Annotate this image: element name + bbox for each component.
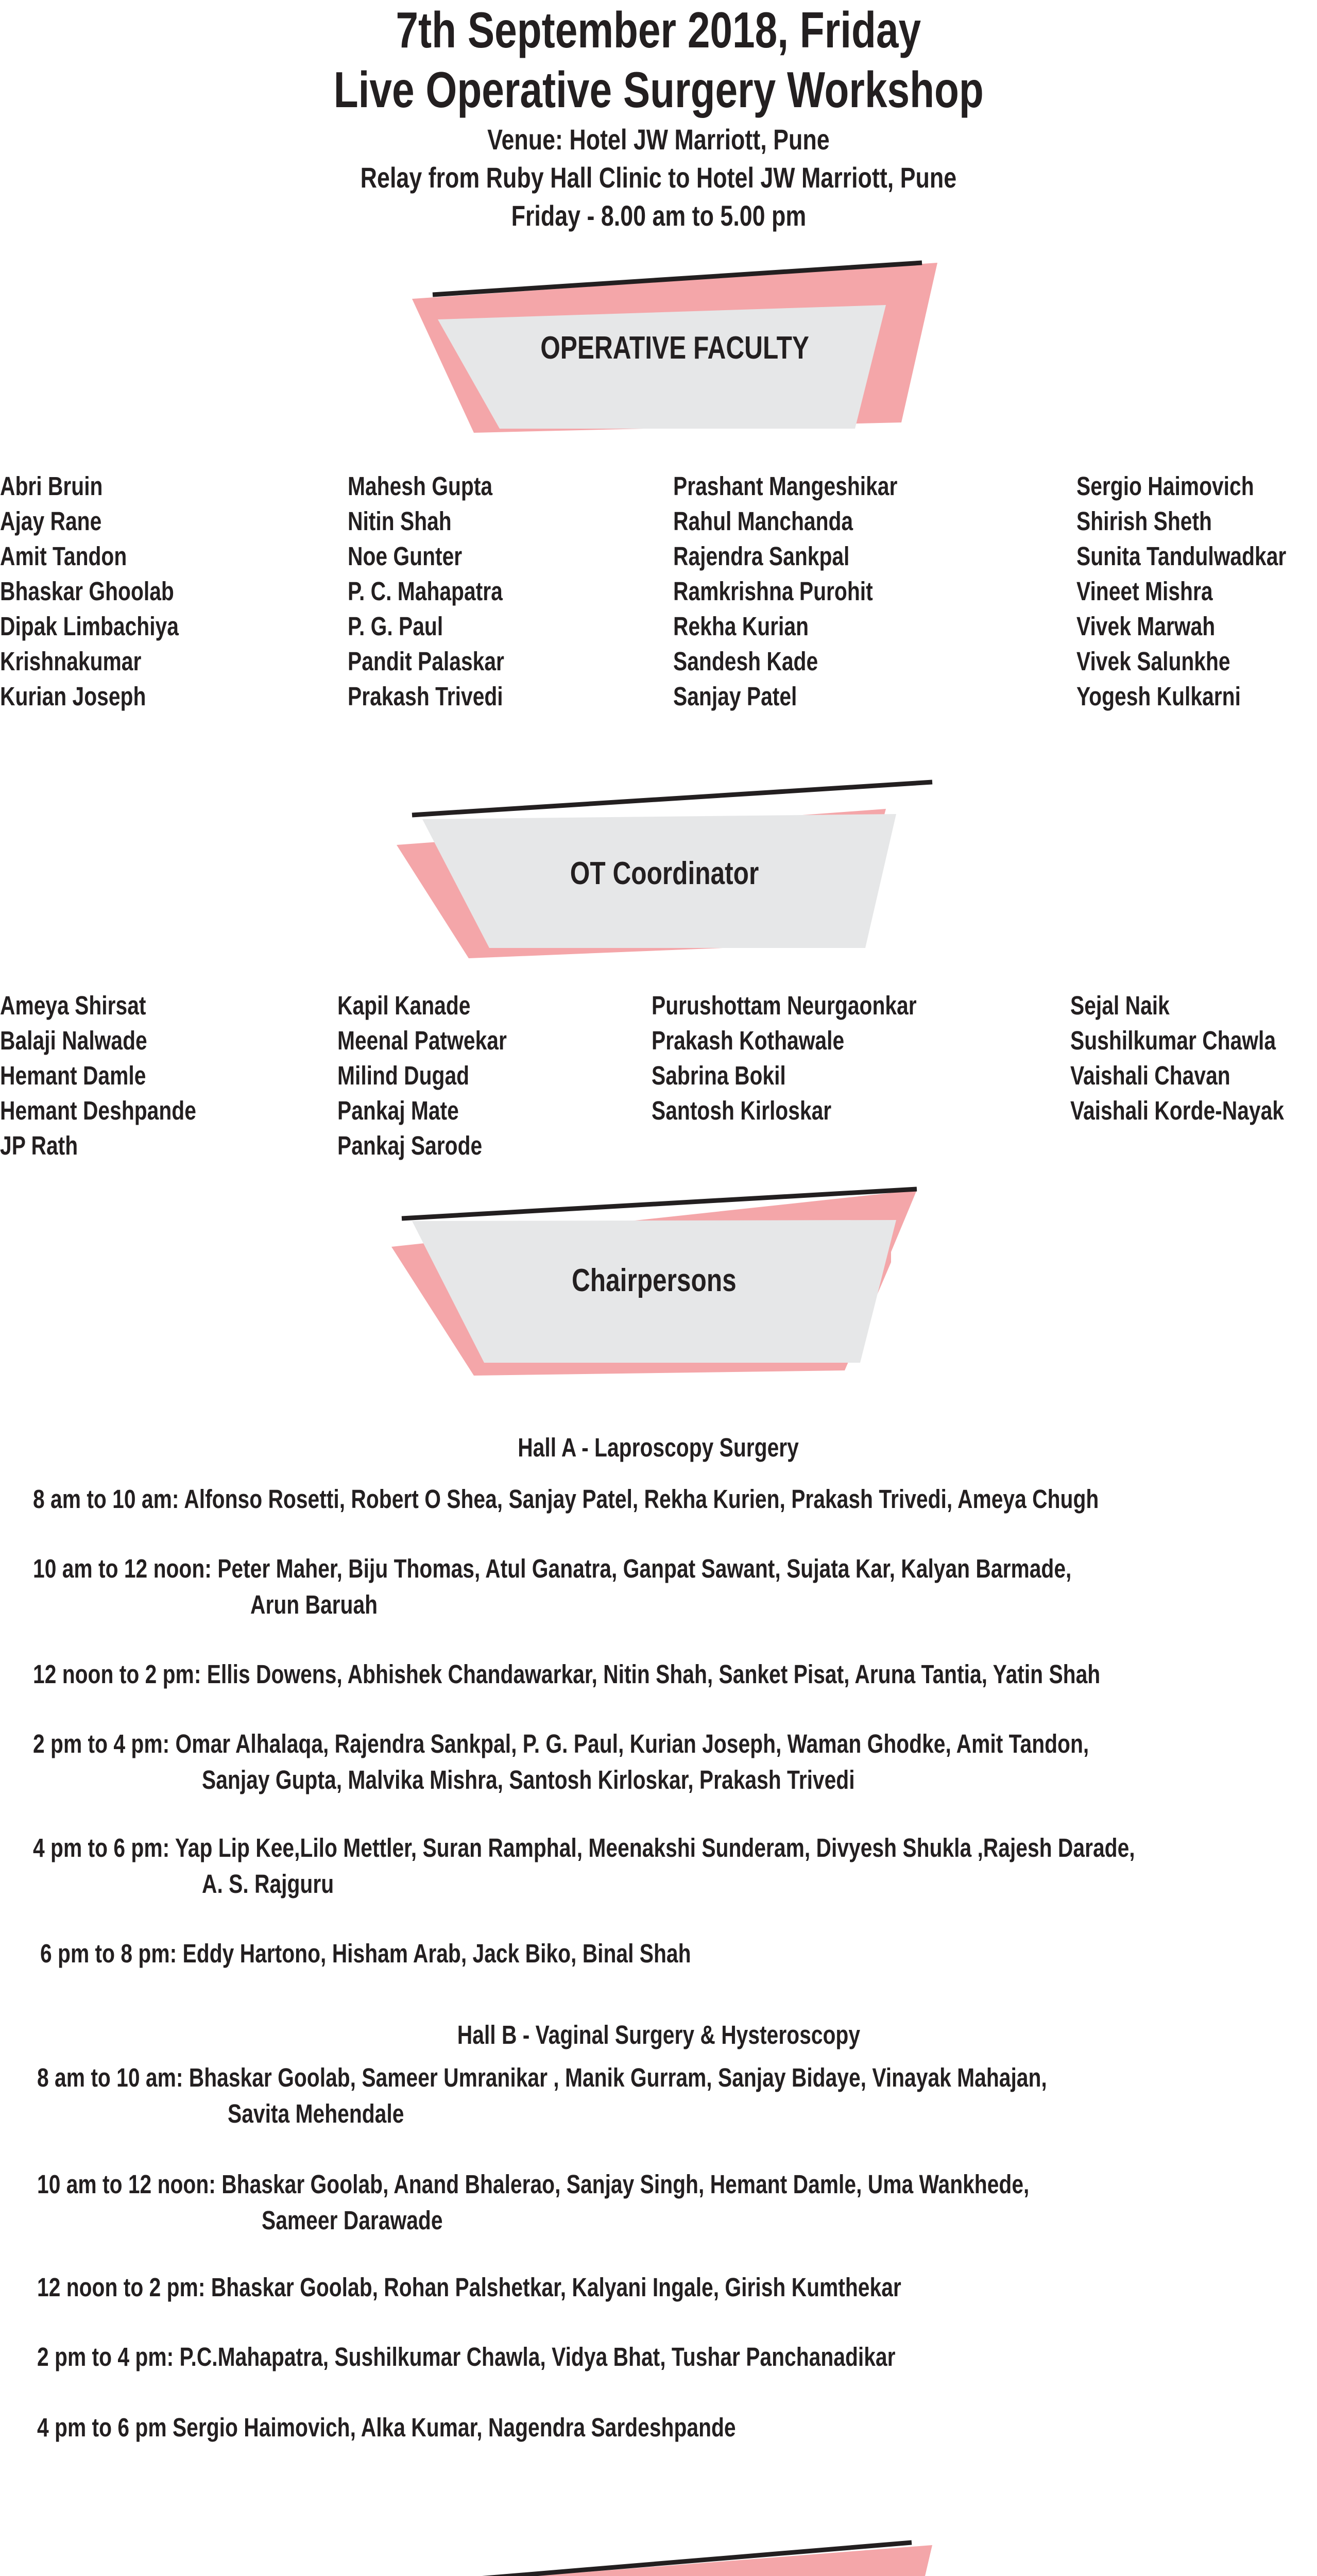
faculty-name: Amit Tandon xyxy=(0,541,127,571)
coordinator-name: Vaishali Korde-Nayak xyxy=(1070,1096,1284,1125)
coordinator-name: Balaji Nalwade xyxy=(0,1026,147,1055)
hall-a-slot: 8 am to 10 am: Alfonso Rosetti, Robert O Shea, Sanjay Patel, Rekha Kurien, Prakash Trivedi, Ameya Chugh xyxy=(33,1484,1099,1514)
hall-a-title: Hall A - Laproscopy Surgery xyxy=(518,1433,799,1462)
faculty-name: Rahul Manchanda xyxy=(673,506,853,536)
event-title: Live Operative Surgery Workshop xyxy=(333,61,984,118)
hall-b-slot: 2 pm to 4 pm: P.C.Mahapatra, Sushilkumar Chawla, Vidya Bhat, Tushar Panchanadikar xyxy=(37,2342,896,2371)
faculty-name: Vivek Marwah xyxy=(1076,612,1216,641)
ot-coordinator-title: OT Coordinator xyxy=(570,856,759,891)
operative-faculty-title: OPERATIVE FACULTY xyxy=(540,330,809,366)
faculty-name: Abri Bruin xyxy=(0,471,103,501)
coordinator-name: Ameya Shirsat xyxy=(0,991,146,1020)
chairpersons-title: Chairpersons xyxy=(572,1263,737,1298)
coordinator-name: Milind Dugad xyxy=(337,1061,470,1090)
coordinator-name: Kapil Kanade xyxy=(337,991,471,1020)
faculty-name: Sunita Tandulwadkar xyxy=(1076,541,1287,571)
hall-a-slot: 6 pm to 8 pm: Eddy Hartono, Hisham Arab, Jack Biko, Binal Shah xyxy=(40,1939,691,1968)
faculty-name: Vineet Mishra xyxy=(1076,577,1213,606)
event-header xyxy=(0,0,1317,235)
faculty-column-2 xyxy=(348,469,543,714)
faculty-name: Kurian Joseph xyxy=(0,682,146,711)
hall-b-slot: 8 am to 10 am: Bhaskar Goolab, Sameer Umranikar , Manik Gurram, Sanjay Bidaye, Vinayak Mahajan, Savita Mehendale xyxy=(37,2063,1047,2128)
coordinator-name: Sabrina Bokil xyxy=(652,1061,786,1090)
faculty-name: Prashant Mangeshikar xyxy=(673,471,898,501)
faculty-name: Rajendra Sankpal xyxy=(673,541,850,571)
coordinator-name: Santosh Kirloskar xyxy=(652,1096,832,1125)
coordinator-column-2 xyxy=(337,988,549,1163)
event-date: 7th September 2018, Friday xyxy=(396,2,921,58)
coordinator-column-3 xyxy=(652,988,983,1128)
faculty-name: Prakash Trivedi xyxy=(348,682,503,711)
faculty-name: Sanjay Patel xyxy=(673,682,797,711)
hall-b-slot: 10 am to 12 noon: Bhaskar Goolab, Anand Bhalerao, Sanjay Singh, Hemant Damle, Uma Wankhede, Sameer Darawade xyxy=(37,2170,1030,2235)
hall-a-slot: 12 noon to 2 pm: Ellis Dowens, Abhishek Chandawarkar, Nitin Shah, Sanket Pisat, Aruna Tantia, Yatin Shah xyxy=(33,1659,1101,1689)
hall-b-title: Hall B - Vaginal Surgery & Hysteroscopy xyxy=(457,2020,860,2049)
faculty-name: Bhaskar Ghoolab xyxy=(0,577,174,606)
coordinator-name: Prakash Kothawale xyxy=(652,1026,845,1055)
faculty-column-1 xyxy=(0,469,224,714)
venue-text: Venue: Hotel JW Marriott, Pune xyxy=(487,123,830,156)
hall-a-slot: 4 pm to 6 pm: Yap Lip Kee,Lilo Mettler, Suran Ramphal, Meenakshi Sunderam, Divyesh Shukla ,Rajesh Darade, A. S. Rajguru xyxy=(33,1833,1135,1899)
faculty-name: P. G. Paul xyxy=(348,612,443,641)
coordinator-column-1 xyxy=(0,988,245,1163)
faculty-name: Sergio Haimovich xyxy=(1076,471,1254,501)
coordinator-name: Hemant Damle xyxy=(0,1061,146,1090)
operative-faculty-banner xyxy=(402,258,948,443)
faculty-name: Nitin Shah xyxy=(348,506,452,536)
ot-coordinator-banner xyxy=(391,778,937,963)
faculty-name: Sandesh Kade xyxy=(673,647,818,676)
coordinator-name: Sushilkumar Chawla xyxy=(1070,1026,1276,1055)
coordinator-name: Pankaj Sarode xyxy=(337,1131,483,1160)
faculty-name: Noe Gunter xyxy=(348,541,463,571)
faculty-name: Mahesh Gupta xyxy=(348,471,493,501)
relay-text: Relay from Ruby Hall Clinic to Hotel JW Marriott, Pune xyxy=(360,161,957,194)
faculty-name: Pandit Palaskar xyxy=(348,647,504,676)
hall-b-slot: 4 pm to 6 pm Sergio Haimovich, Alka Kumar, Nagendra Sardeshpande xyxy=(37,2413,736,2442)
coordinator-name: Purushottam Neurgaonkar xyxy=(652,991,917,1020)
coordinator-name: Pankaj Mate xyxy=(337,1096,459,1125)
faculty-name: Shirish Sheth xyxy=(1076,506,1212,536)
proposed-surgeries-banner xyxy=(386,2535,943,2576)
coordinator-name: Sejal Naik xyxy=(1070,991,1170,1020)
faculty-name: Yogesh Kulkarni xyxy=(1076,682,1241,711)
coordinator-column-4 xyxy=(1070,988,1317,1128)
coordinator-name: Vaishali Chavan xyxy=(1070,1061,1230,1090)
hall-b-slot: 12 noon to 2 pm: Bhaskar Goolab, Rohan Palshetkar, Kalyani Ingale, Girish Kumthekar xyxy=(37,2273,901,2302)
time-text: Friday - 8.00 am to 5.00 pm xyxy=(511,199,806,232)
hall-a-slot: 10 am to 12 noon: Peter Maher, Biju Thomas, Atul Ganatra, Ganpat Sawant, Sujata Kar, Kalyan Barmade, Arun Baruah xyxy=(33,1554,1072,1619)
faculty-name: Rekha Kurian xyxy=(673,612,809,641)
faculty-column-3 xyxy=(673,469,953,714)
faculty-name: Vivek Salunkhe xyxy=(1076,647,1230,676)
banner-shape xyxy=(386,2535,943,2576)
faculty-name: P. C. Mahapatra xyxy=(348,577,503,606)
faculty-name: Ajay Rane xyxy=(0,506,102,536)
coordinator-name: Hemant Deshpande xyxy=(0,1096,196,1125)
coordinator-name: JP Rath xyxy=(0,1131,78,1160)
faculty-name: Krishnakumar xyxy=(0,647,142,676)
faculty-name: Dipak Limbachiya xyxy=(0,612,179,641)
coordinator-name: Meenal Patwekar xyxy=(337,1026,507,1055)
faculty-column-4 xyxy=(1076,469,1317,714)
faculty-name: Ramkrishna Purohit xyxy=(673,577,873,606)
hall-a-slot: 2 pm to 4 pm: Omar Alhalaqa, Rajendra Sankpal, P. G. Paul, Kurian Joseph, Waman Ghodke, Amit Tandon, Sanjay Gupta, Malvika Mishra, Santosh Kirloskar, Prakash Trivedi xyxy=(33,1729,1089,1794)
chairpersons-banner xyxy=(381,1185,927,1376)
